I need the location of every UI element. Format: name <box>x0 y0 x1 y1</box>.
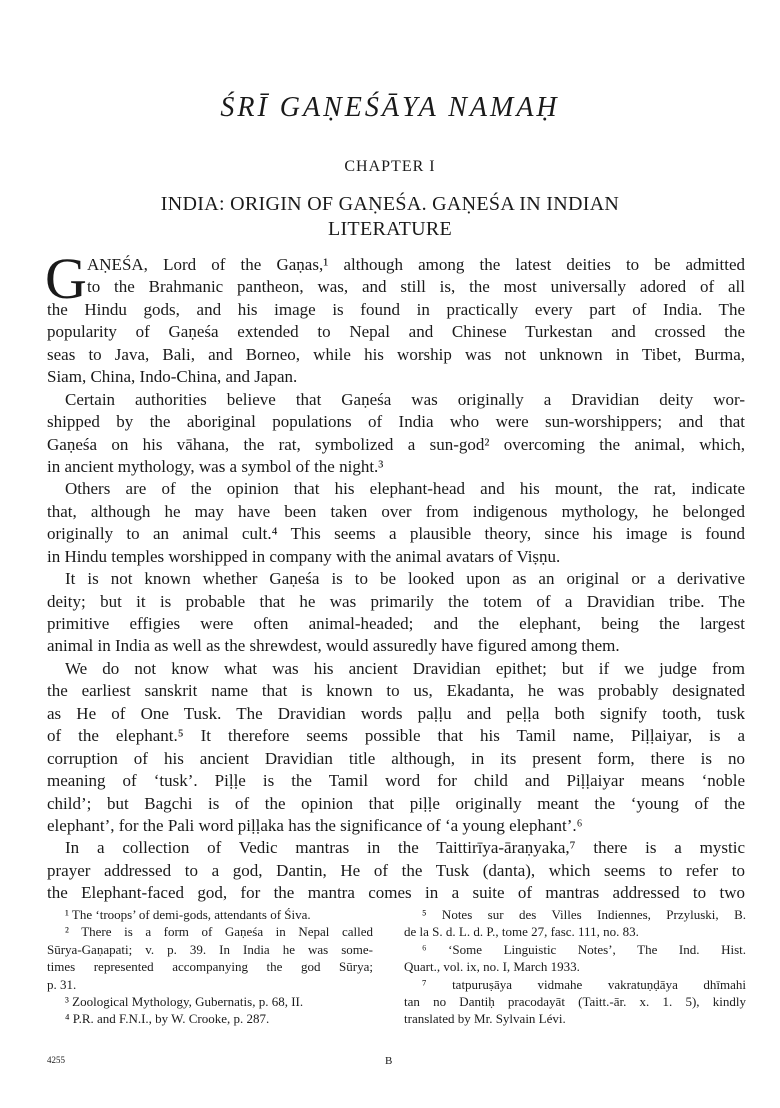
text-line: Gaṇeśa on his vāhana, the rat, symbolized a sun-god² overcoming the animal, which, <box>47 434 745 454</box>
text-line: in Hindu temples worshipped in company with the animal avatars of Viṣṇu. <box>47 546 561 566</box>
chapter-heading <box>0 192 780 242</box>
text-line: translated by Mr. Sylvain Lévi. <box>404 1011 566 1027</box>
signature-number: 4255 <box>47 1055 65 1065</box>
text-line: of the elephant.⁵ It therefore seems possible that his Tamil name, Piḷḷaiyar, is a <box>47 726 745 746</box>
drop-cap: G <box>45 246 87 311</box>
text-line: ¹ The ‘troops’ of demi-gods, attendants of Śiva. <box>65 907 311 922</box>
text-line: ⁴ P.R. and F.N.I., by W. Crooke, p. 287. <box>65 1011 270 1027</box>
footnote <box>404 976 746 1028</box>
paragraph <box>47 837 745 904</box>
text-line: primitive effigies were often animal-headed; and the elephant, being the largest <box>47 614 745 633</box>
text-line: originally to an animal cult.⁴ This seems a plausible theory, since his image is found <box>47 524 745 544</box>
text-line: Certain authorities believe that Gaṇeśa was originally a Dravidian deity wor- <box>65 389 745 409</box>
footnote <box>47 1010 373 1027</box>
text-line: as He of One Tusk. The Dravidian words paḷḷu and peḷḷa both signify tooth, tusk <box>47 703 745 723</box>
text-line: p. 31. <box>47 976 77 992</box>
chapter-heading-line: INDIA: ORIGIN OF GAṆEŚA. GAṆEŚA IN INDIAN <box>160 193 620 215</box>
text-line: Others are of the opinion that his elephant-head and his mount, the rat, indicate <box>65 479 745 499</box>
paragraph <box>47 478 745 568</box>
paragraph <box>47 389 745 479</box>
paragraph <box>47 568 745 658</box>
text-line: times represented accompanying the god Sūrya; <box>47 959 373 975</box>
text-line: to the Brahmanic pantheon, was, and still is, the most universally adored of all <box>87 277 745 297</box>
text-line: the Hindu gods, and his image is found in practically every part of India. The <box>47 299 745 319</box>
text-line: de la S. d. L. d. P., tome 27, fasc. 111, no. 83. <box>404 924 639 940</box>
text-line: It is not known whether Gaṇeśa is to be looked upon as an original or a derivative <box>65 569 745 589</box>
text-line: prayer addressed to a god, Dantin, He of the Tusk (danta), which seems to refer to <box>47 860 745 880</box>
body-text <box>45 246 745 905</box>
footnotes-left-column <box>47 906 373 1028</box>
footnote <box>47 906 373 923</box>
text-line: that, although he may have been taken over from indigenous mythology, he belonged <box>47 501 745 521</box>
text-line: tan no Dantiḥ pracodayāt (Taitt.-ār. x. 1. 5), kindly <box>404 993 746 1009</box>
footnote <box>404 941 746 976</box>
text-line: elephant’, for the Pali word piḷḷaka has the significance of ‘a young elephant’.⁶ <box>47 815 583 835</box>
footnote <box>47 993 373 1010</box>
text-line: ³ Zoological Mythology, Gubernatis, p. 68, II. <box>65 993 304 1009</box>
text-line: the earliest sanskrit name that is known to us, Ekadanta, he was probably designated <box>47 681 745 701</box>
text-line: seas to Java, Bali, and Borneo, while his worship was not unknown in Tibet, Burma, <box>47 344 745 364</box>
text-line: meaning of ‘tusk’. Piḷḷe is the Tamil word for child and Piḷḷaiyar means ‘noble <box>47 771 745 791</box>
text-line: Siam, China, Indo-China, and Japan. <box>47 367 298 387</box>
text-line: ⁷ tatpuruṣāya vidmahe vakratuṇḍāya dhīmahi <box>422 976 746 992</box>
text-line: deity; but it is probable that he was primarily the totem of a Dravidian tribe. The <box>47 591 745 611</box>
chapter-heading-line: LITERATURE <box>327 218 453 240</box>
text-line: We do not know what was his ancient Dravidian epithet; but if we judge from <box>65 658 745 678</box>
text-line: ⁵ Notes sur des Villes Indiennes, Przyluski, B. <box>422 907 746 922</box>
paragraph <box>47 658 745 838</box>
text-line: shipped by the aboriginal populations of India who were sun-worshippers; and that <box>47 412 745 432</box>
text-line: Quart., vol. ix, no. I, March 1933. <box>404 959 580 975</box>
paragraph <box>47 254 745 389</box>
footnote <box>404 906 746 941</box>
text-line: popularity of Gaṇeśa extended to Nepal and Chinese Turkestan and crossed the <box>47 322 745 342</box>
text-line: the Elephant-faced god, for the mantra comes in a suite of mantras addressed to two <box>47 883 745 903</box>
text-line: Sūrya-Gaṇapati; v. p. 39. In India he was some- <box>47 941 373 957</box>
text-line: AṆEŚA, Lord of the Gaṇas,¹ although among the latest deities to be admitted <box>87 255 745 274</box>
invocation-title: ŚRĪ GAṆEŚĀYA NAMAḤ <box>220 92 560 123</box>
text-line: ² There is a form of Gaṇeśa in Nepal called <box>65 924 373 940</box>
text-line: in ancient mythology, was a symbol of the night.³ <box>47 456 384 476</box>
text-line: corruption of his ancient Dravidian title although, in its present form, there is no <box>47 748 745 768</box>
text-line: child’; but Bagchi is of the opinion that piḷḷe originally meant the ‘young of the <box>47 793 745 813</box>
footnote <box>47 923 373 993</box>
signature-letter: B <box>385 1055 393 1067</box>
text-line: ⁶ ‘Some Linguistic Notes’, The Ind. Hist. <box>422 941 746 957</box>
footnotes-right-column <box>404 906 746 1028</box>
chapter-label: CHAPTER I <box>344 158 436 175</box>
text-line: animal in India as well as the shrewdest, would assuredly have figured among them. <box>47 636 620 656</box>
text-line: In a collection of Vedic mantras in the Taittirīya-āraṇyaka,⁷ there is a mystic <box>65 838 745 858</box>
